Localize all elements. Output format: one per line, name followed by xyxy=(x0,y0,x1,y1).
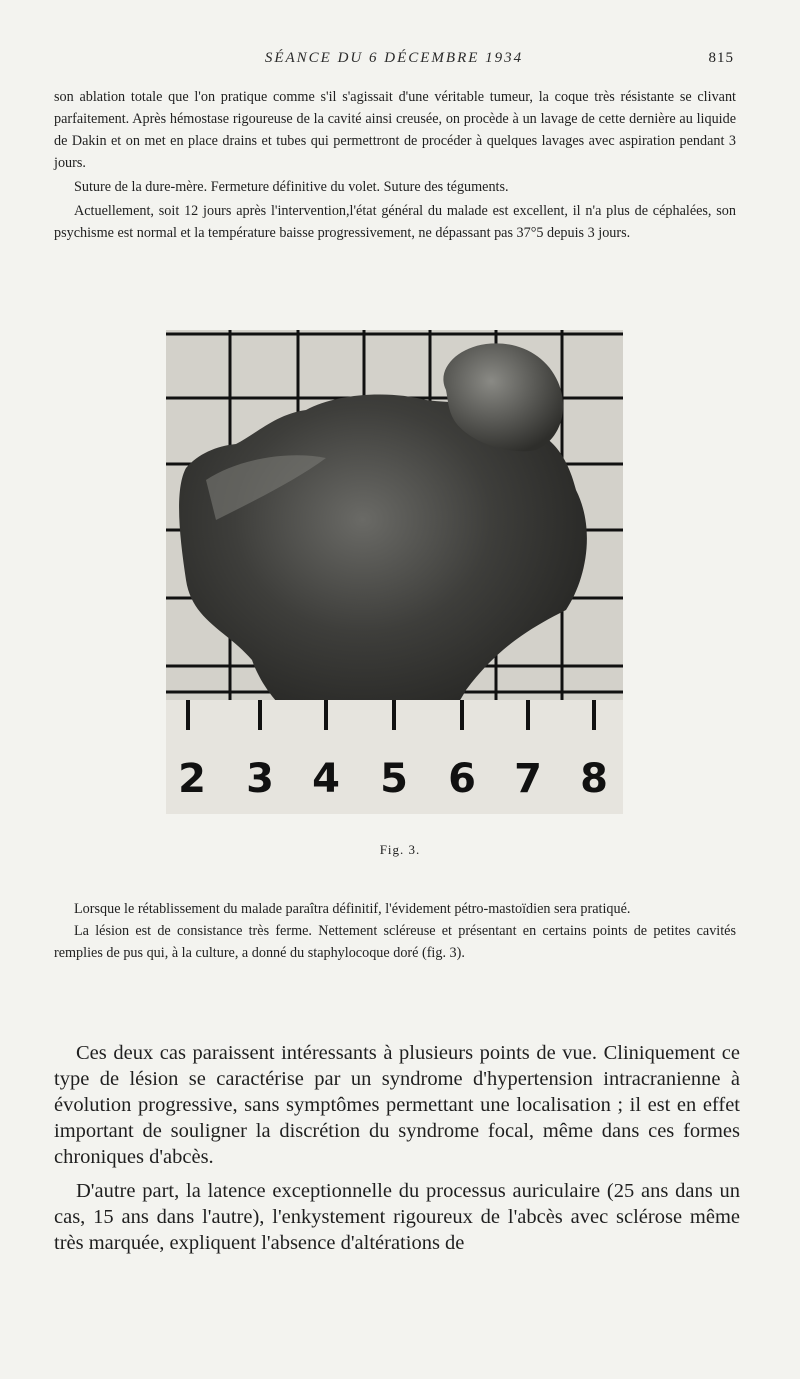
specimen-photo xyxy=(166,330,623,814)
ruler-number-5: 5 xyxy=(380,756,408,802)
paragraph-lorsque: Lorsque le rétablissement du malade paraîtra définitif, l'évidement pétro-mastoïdien sera pratiqué. xyxy=(74,901,631,917)
ruler-number-3: 3 xyxy=(246,756,274,802)
body-text-block xyxy=(54,1040,740,1264)
ruler-number-6: 6 xyxy=(448,756,476,802)
paragraph-d-autre-part: D'autre part, la latence exceptionnelle du processus auriculaire (25 ans dans un cas, 15 ans dans l'autre), l'enkystement rigoureux de l'abcès avec sclérose même très marquée, expliquent l'absence d'altérations de xyxy=(54,1180,740,1254)
paragraph-lesion: La lésion est de consistance très ferme. Nettement scléreuse et présentant en certains points de petites cavités remplies de pus qui, à la culture, a donné du staphylocoque doré (fig. 3). xyxy=(54,923,736,961)
figure-photograph xyxy=(166,330,623,814)
ruler-number-2: 2 xyxy=(178,756,206,802)
paragraph-suture: Suture de la dure-mère. Fermeture définitive du volet. Suture des téguments. xyxy=(74,179,509,195)
page-number: 815 xyxy=(708,50,734,66)
mid-text-block xyxy=(54,898,736,964)
paragraph-ces-deux-cas: Ces deux cas paraissent intéressants à plusieurs points de vue. Cliniquement ce type de lésion se caractérise par un syndrome d'hypertension intracranienne à évolution progressive, sans symptômes permettant une localisation ; il est en effet important de souligner la discrétion du syndrome focal, même dans ces formes chroniques d'abcès. xyxy=(54,1042,740,1168)
figure-caption: Fig. 3. xyxy=(379,842,421,857)
ruler-number-8: 8 xyxy=(580,756,608,802)
top-text-block xyxy=(54,86,736,244)
ruler-number-4: 4 xyxy=(312,756,340,802)
running-head xyxy=(54,50,734,72)
ruler-number-7: 7 xyxy=(514,756,542,802)
paragraph-actuellement: Actuellement, soit 12 jours après l'intervention,l'état général du malade est excellent, il n'a plus de céphalées, son psychisme est normal et la température baisse progressivement, ne dépassant pas 37°5 depuis 3 jours. xyxy=(54,203,736,241)
paragraph-continuation: son ablation totale que l'on pratique comme s'il s'agissait d'une véritable tumeur, la coque très résistante se clivant parfaitement. Après hémostase rigoureuse de la cavité ainsi creusée, on procède à un lavage de cette dernière au liquide de Dakin et on met en place drains et tubes qui permettront de procéder à quelques lavages avec aspiration pendant 3 jours. xyxy=(54,89,736,171)
running-head-title: SÉANCE DU 6 DÉCEMBRE 1934 xyxy=(264,50,524,66)
